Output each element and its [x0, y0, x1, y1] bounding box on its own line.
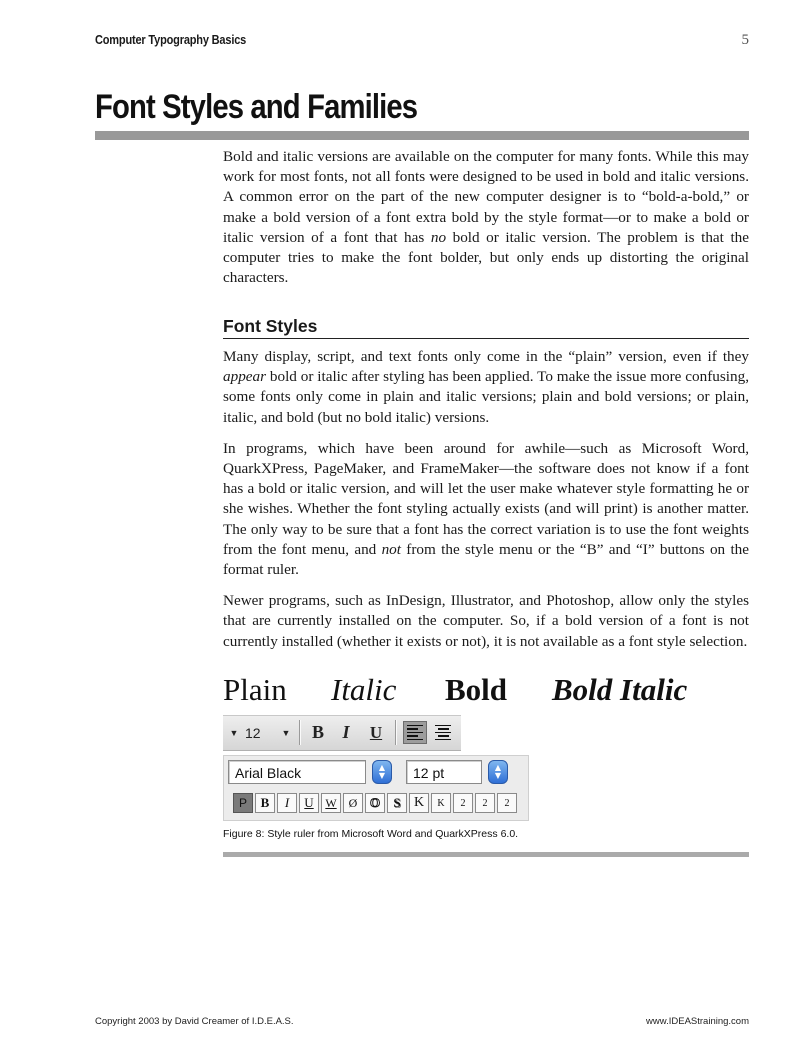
underline-style-button[interactable]: U — [299, 793, 319, 813]
toolbar-separator — [299, 720, 300, 745]
font-size-value[interactable]: 12 — [245, 724, 261, 741]
paragraph-1: Many display, script, and text fonts only come in the “plain” version, even if they appear bold or italic after styling has been applied. To make the issue more confusing, some fonts only come in plain and italic versions; plain and bold versions; or plain, italic, and bold (but no bold italic) versions. — [223, 348, 749, 426]
footer-copyright: Copyright 2003 by David Creamer of I.D.E.A.S. — [95, 1016, 294, 1027]
superscript-style-button[interactable]: 2 — [453, 793, 473, 813]
running-head: Computer Typography Basics — [95, 33, 247, 47]
plain-style-button[interactable]: P — [233, 793, 253, 813]
font-size-field[interactable]: 12 pt — [406, 760, 482, 784]
underline-button[interactable]: U — [369, 722, 383, 742]
font-name-field[interactable]: Arial Black — [228, 760, 366, 784]
italic-button[interactable]: I — [342, 722, 350, 742]
section-body — [223, 347, 749, 652]
style-dropdown-arrow-icon[interactable]: ▼ — [229, 727, 239, 738]
align-center-icon[interactable] — [431, 722, 455, 743]
page-title: Font Styles and Families — [95, 88, 418, 126]
footer-url[interactable]: www.IDEAStraining.com — [646, 1016, 749, 1027]
section-heading: Font Styles — [223, 316, 749, 339]
shadow-style-button[interactable]: S — [387, 793, 407, 813]
quark-style-palette — [223, 755, 529, 821]
toolbar-separator — [395, 720, 396, 745]
sample-italic: Italic — [331, 672, 397, 707]
strikethrough-style-button[interactable]: Ø — [343, 793, 363, 813]
bold-style-button[interactable]: B — [255, 793, 275, 813]
page-number: 5 — [741, 32, 749, 48]
paragraph-2: In programs, which have been around for awhile—such as Microsoft Word, QuarkXPress, PageMaker, and FrameMaker—the software does not know if a font has a bold or italic version, and will let the user make whatever style formatting he or she wishes. Whether the font styling actually exists (and will print) is another matter. The only way to be sure that a font has the correct variation is to use the font weights from the font menu, and not from the style menu or the “B” and “I” buttons on the format ruler. — [223, 439, 749, 579]
word-underline-style-button[interactable]: W — [321, 793, 341, 813]
intro-paragraph: Bold and italic versions are available on the computer for many fonts. While this may work for most fonts, not all fonts were designed to be used in bold and italic versions. A common error on the part of the new computer designer is to “bold-a-bold,” or make a bold version of a font extra bold by the style format—or to make a bold or italic version of a font that has no bold or italic version. The problem is that the computer tries to make the font bolder, but only ends up distorting the original characters. — [223, 148, 749, 287]
italic-style-button[interactable]: I — [277, 793, 297, 813]
title-rule — [95, 131, 749, 140]
paragraph-3: Newer programs, such as InDesign, Illustrator, and Photoshop, allow only the styles that are currently installed on the computer. So, if a bold version of a font is not currently installed (whether it exists or not), it is not available as a font style selection. — [223, 592, 749, 650]
font-stepper-icon[interactable]: ▲ ▼ — [372, 760, 392, 784]
all-caps-style-button[interactable]: K — [409, 793, 429, 813]
superior-style-button[interactable]: 2 — [497, 793, 517, 813]
type-style-buttons — [233, 793, 517, 815]
size-stepper-icon[interactable]: ▲ ▼ — [488, 760, 508, 784]
figure-rule — [223, 852, 749, 857]
subscript-style-button[interactable]: 2 — [475, 793, 495, 813]
bold-button[interactable]: B — [311, 722, 324, 742]
outline-style-button[interactable]: O — [365, 793, 385, 813]
word-format-toolbar — [223, 715, 461, 751]
sample-bold-italic: Bold Italic — [552, 672, 688, 707]
small-caps-style-button[interactable]: K — [431, 793, 451, 813]
sample-bold: Bold — [445, 672, 508, 707]
figure-caption: Figure 8: Style ruler from Microsoft Word and QuarkXPress 6.0. — [223, 828, 519, 840]
style-samples — [223, 672, 749, 712]
size-dropdown-arrow-icon[interactable]: ▼ — [281, 727, 291, 738]
intro-paragraph-block — [223, 147, 749, 288]
align-left-icon[interactable] — [403, 721, 427, 744]
sample-plain: Plain — [223, 672, 287, 707]
